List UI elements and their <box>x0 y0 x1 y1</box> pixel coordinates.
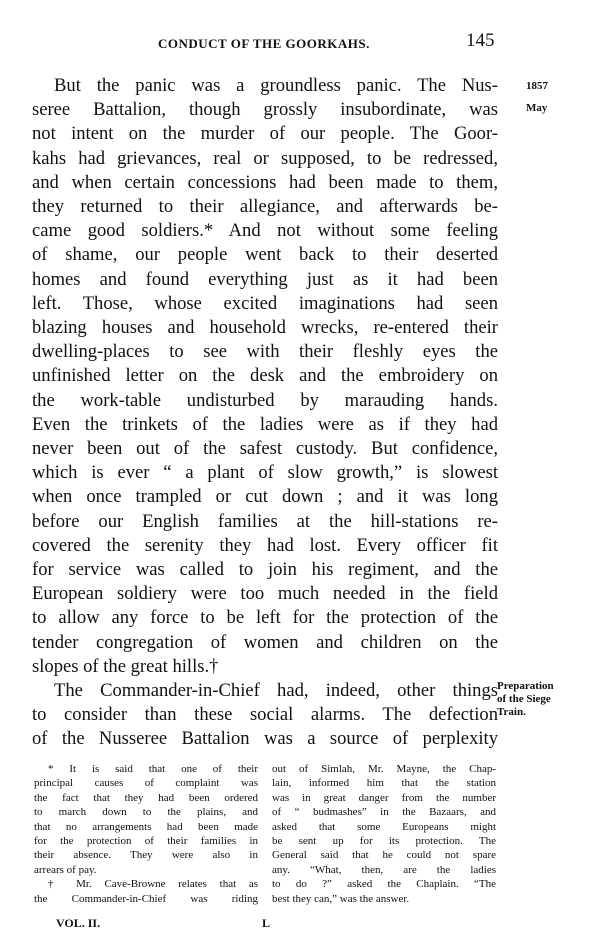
body-text <box>32 74 498 752</box>
footnote-line: the Commander-in-Chief was riding <box>34 892 258 905</box>
footnote-line: † Mr. Cave-Browne relates that as <box>48 878 258 891</box>
body-line: covered the serenity they had lost. Every officer fit <box>32 534 498 556</box>
body-line: But the panic was a groundless panic. The Nus- <box>54 75 498 96</box>
body-line: kahs had grievances, real or supposed, to be redressed, <box>32 147 498 169</box>
side-note-line: Preparation <box>497 680 554 692</box>
body-line: unfinished letter on the desk and the embroidery on <box>32 365 498 387</box>
footnote-line: their absence. They were also in <box>34 849 258 862</box>
body-line: tender congregation of women and children on the <box>32 631 498 653</box>
body-line: Even the trinkets of the ladies were as if they had <box>32 413 498 435</box>
page-number: 145 <box>466 30 495 51</box>
body-line: left. Those, whose excited imaginations had seen <box>32 292 498 314</box>
body-line: blazing houses and household wrecks, re-entered their <box>32 317 498 339</box>
footnote-line: for the protection of their families in <box>34 835 258 848</box>
footnote-line: the fact that they had been ordered <box>34 791 258 804</box>
page-header <box>0 30 600 54</box>
footnote-line: best they can,” was the answer. <box>272 892 410 905</box>
body-line: homes and found everything just as it had been <box>32 268 498 290</box>
footnote-line: any. “What, then, are the ladies <box>272 863 496 876</box>
margin-month <box>526 102 600 115</box>
footnote-line: to do ?” asked the Chaplain. “The <box>272 878 496 891</box>
footnote-line: asked that some Europeans might <box>272 820 496 833</box>
body-line: not intent on the murder of our people. The Goor- <box>32 123 498 145</box>
side-note-line: Train. <box>497 706 526 718</box>
body-line: to consider than these social alarms. The defection <box>32 704 498 726</box>
footnote-line: lain, informed him that the station <box>272 777 496 790</box>
footnote-line: be sent up for its protection. The <box>272 835 496 848</box>
body-line: to allow any force to be left for the protection of the <box>32 607 498 629</box>
body-line: the work-table undisturbed by marauding hands. <box>32 389 498 411</box>
margin-side-note <box>497 680 587 719</box>
body-line: seree Battalion, though grossly insubordinate, was <box>32 99 498 121</box>
body-line: The Commander-in-Chief had, indeed, other things <box>54 680 498 702</box>
body-line: never been out of the safest custody. But confidence, <box>32 438 498 460</box>
body-line: and when certain concessions had been made to them, <box>32 171 498 193</box>
body-line: for service was called to join his regiment, and the <box>32 559 498 581</box>
body-line: when once trampled or cut down ; and it was long <box>32 486 498 508</box>
footnote-line: out of Simlah, Mr. Mayne, the Chap- <box>272 763 496 775</box>
footnotes-right-column <box>272 762 496 906</box>
page-signature <box>0 916 600 936</box>
margin-year <box>526 80 600 93</box>
body-line: which is ever “ a plant of slow growth,” is slowest <box>32 462 498 484</box>
footnotes-left-column <box>34 762 258 906</box>
footnote-line: arrears of pay. <box>34 863 97 876</box>
footnote-line: was in great danger from the number <box>272 791 496 804</box>
footnote-line: to march down to the plains, and <box>34 806 258 819</box>
running-title: CONDUCT OF THE GOORKAHS. <box>158 36 370 51</box>
body-line: slopes of the great hills.† <box>32 655 219 677</box>
body-line: of the Nusseree Battalion was a source of perplexity <box>32 728 498 750</box>
footnote-line: that no arrangements had been made <box>34 820 258 833</box>
body-line: European soldiery were too much needed in the field <box>32 583 498 605</box>
body-line: before our English families at the hill-stations re- <box>32 510 498 532</box>
footnote-line: of “ budmashes” in the Bazaars, and <box>272 806 496 819</box>
margin-year-text: 1857 <box>526 80 548 92</box>
volume-mark: VOL. II. <box>56 916 101 930</box>
side-note-line: of the Siege <box>497 693 551 705</box>
footnote-line: General said that he could not spare <box>272 849 496 862</box>
body-line: dwelling-places to see with their fleshly eyes the <box>32 341 498 363</box>
body-line: came good soldiers.* And not without some feeling <box>32 220 498 242</box>
signature-mark: L <box>262 916 271 930</box>
body-line: of shame, our people went back to their deserted <box>32 244 498 266</box>
footnote-line: principal causes of complaint was <box>34 777 258 790</box>
margin-month-text: May <box>526 102 548 114</box>
body-line: they returned to their allegiance, and afterwards be- <box>32 196 498 218</box>
footnote-line: * It is said that one of their <box>48 763 258 775</box>
